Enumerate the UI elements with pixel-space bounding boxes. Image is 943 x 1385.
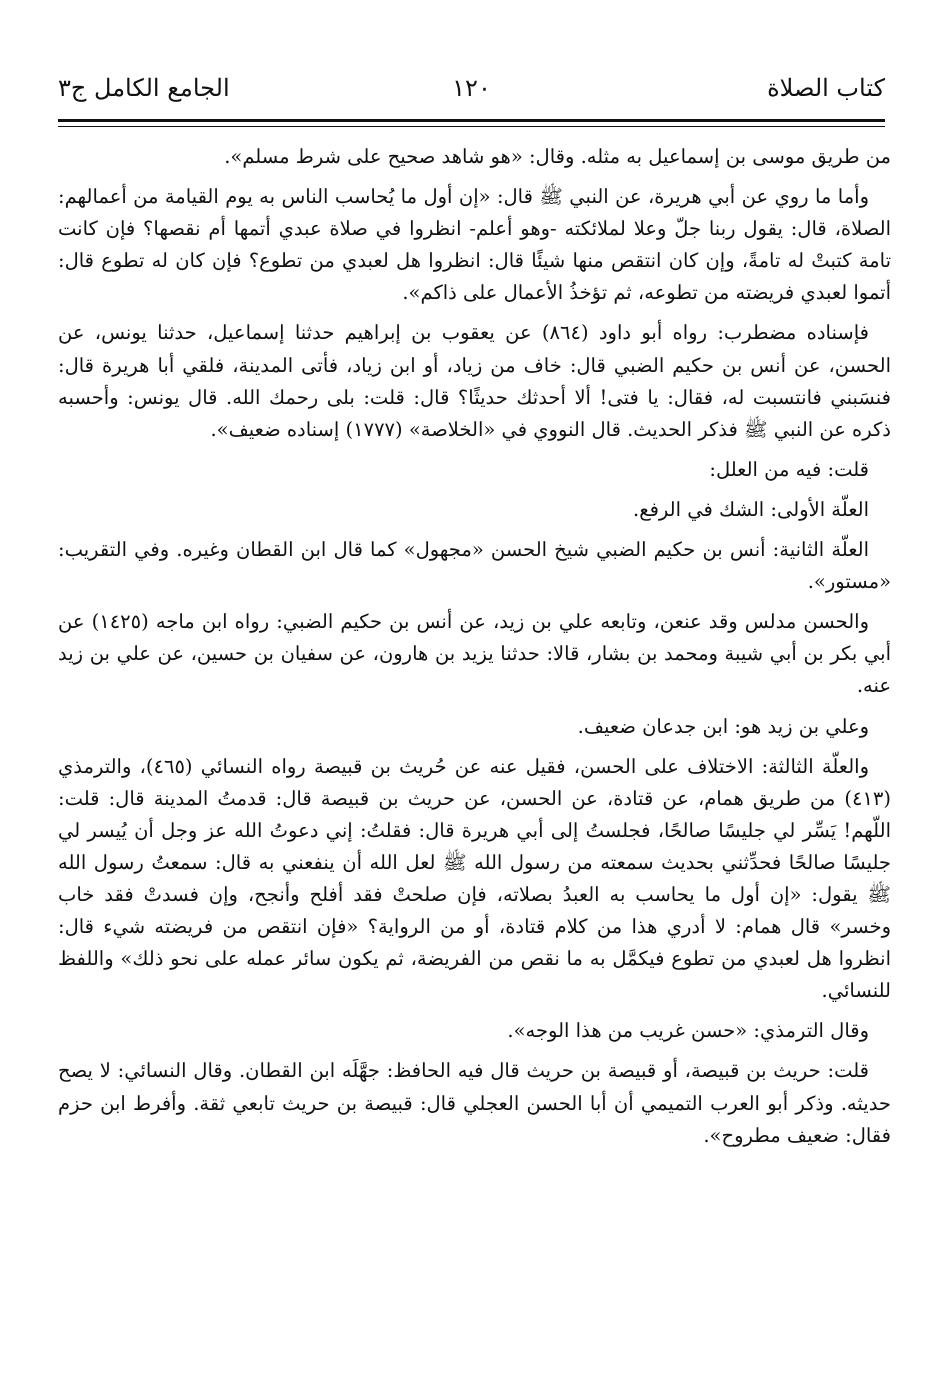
paragraph: وقال الترمذي: «حسن غريب من هذا الوجه». [507, 1019, 869, 1043]
page-body [58, 141, 891, 1160]
paragraph: العلّة الأولى: الشك في الرفع. [633, 497, 869, 521]
paragraph: والحسن مدلس وقد عنعن، وتابعه علي بن زيد، عن أنس بن حكيم الضبي: رواه ابن ماجه (١٤٢٥) عن أبي بكر بن أبي شيبة ومحمد بن بشار، قالا: حدثنا يزيد بن هارون، عن سفيان بن حسين، عن علي بن زيد عنه. [58, 610, 891, 698]
header-volume: الجامع الكامل ج٣ [58, 74, 230, 102]
paragraph: من طريق موسى بن إسماعيل به مثله. وقال: «هو شاهد صحيح على شرط مسلم». [224, 145, 891, 168]
header-thick-rule [58, 119, 885, 122]
paragraph: العلّة الثانية: أنس بن حكيم الضبي شيخ الحسن «مجهول» كما قال ابن القطان وغيره. وفي التقريب: «مستور». [58, 538, 891, 594]
header-page-number: ١٢٠ [452, 74, 491, 102]
paragraph: وعلي بن زيد هو: ابن جدعان ضعيف. [577, 714, 869, 738]
page-header [58, 74, 885, 114]
paragraph: وأما ما روي عن أبي هريرة، عن النبي ﷺ قال: «إن أول ما يُحاسب الناس به يوم القيامة من أعمالهم: الصلاة، قال: يقول ربنا جلّ وعلا لملائكته -وهو أعلم- انظروا في صلاة عبدي أتمها أم نقصها؟ فإن كانت تامة كتبتْ له تامةً، وإن كان انتقص منها شيئًا قال: انظروا هل لعبدي من تطوع؟ فإن كان له تطوع قال: أتموا لعبدي فريضته من تطوعه، ثم تؤخذُ الأعمال على ذاكم». [58, 185, 891, 305]
paragraph: قلت: حريث بن قبيصة، أو قبيصة بن حريث قال فيه الحافظ: جهَّلَه ابن القطان. وقال النسائي: لا يصح حديثه. وذكر أبو العرب التميمي أن أبا الحسن العجلي قال: قبيصة بن حريث تابعي ثقة. وأفرط ابن حزم فقال: ضعيف مطروح». [58, 1059, 891, 1147]
header-thin-rule [58, 126, 885, 127]
paragraph: قلت: فيه من العلل: [709, 457, 869, 481]
paragraph: فإسناده مضطرب: رواه أبو داود (٨٦٤) عن يعقوب بن إبراهيم حدثنا إسماعيل، حدثنا يونس، عن الحسن، عن أنس بن حكيم الضبي قال: خاف من زياد، أو ابن زياد، فأتى المدينة، فلقي أبا هريرة قال: فنسَبني فانتسبت له، فقال: يا فتى! ألا أحدثك حديثًا؟ قال: قلت: بلى رحمك الله. قال يونس: وأحسبه ذكره عن النبي ﷺ فذكر الحديث. قال النووي في «الخلاصة» (١٧٧٧) إسناده ضعيف». [58, 321, 891, 441]
paragraph: والعلّة الثالثة: الاختلاف على الحسن، فقيل عنه عن حُريث بن قبيصة رواه النسائي (٤٦٥)، والترمذي (٤١٣) من طريق همام، عن قتادة، عن الحسن، عن حريث بن قبيصة قال: قدمتُ المدينة قال: قلت: اللّهم! يَسِّر لي جليسًا صالحًا، فجلستُ إلى أبي هريرة قال: فقلتُ: إني دعوتُ الله عز وجل أن يُيسر لي جليسًا صالحًا فحدِّثني بحديث سمعته من رسول الله ﷺ لعل الله أن ينفعني به قال: سمعتُ رسول الله ﷺ يقول: «إن أول ما يحاسب به العبدُ بصلاته، فإن صلحتْ فقد أفلح وأنجح، وإن فسدتْ فقد خاب وخسر» قال همام: لا أدري هذا من كلام قتادة، أو من الرواية؟ «فإن انتقص من فريضته شيء قال: انظروا هل لعبدي من تطوع فيكمَّل به ما نقص من الفريضة، ثم يكون سائر عمله على نحو ذلك» واللفظ للنسائي. [58, 754, 891, 1003]
header-book-section: كتاب الصلاة [767, 74, 885, 102]
